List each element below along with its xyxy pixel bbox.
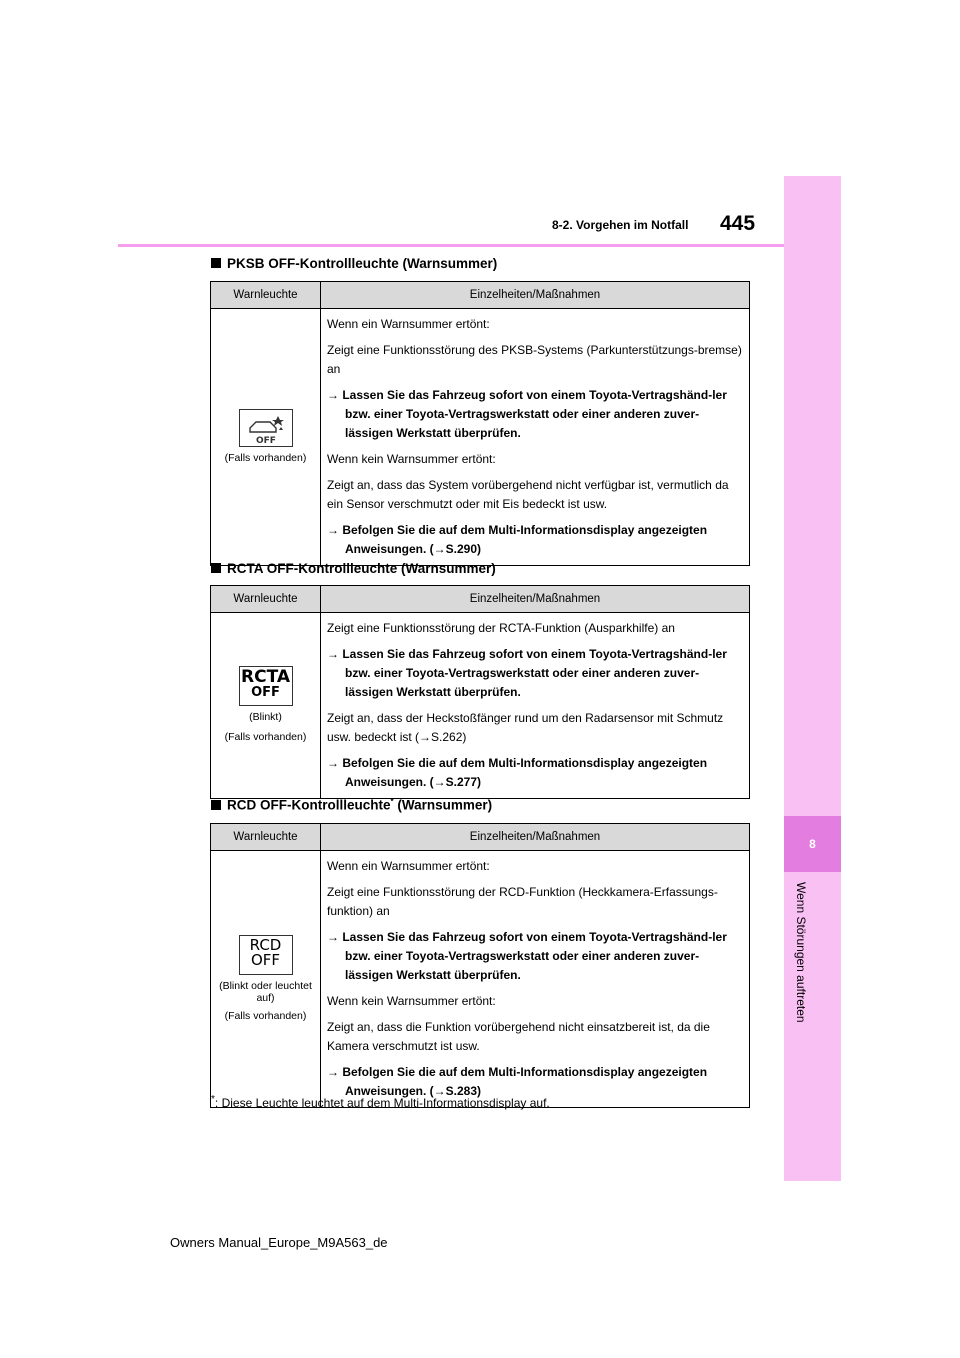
warning-light-cell xyxy=(211,309,321,566)
footnote-mark: * xyxy=(390,797,394,806)
footnote-text: : Diese Leuchte leuchtet auf dem Multi-Informationsdisplay auf. xyxy=(214,1096,550,1110)
chapter-number-tab[interactable] xyxy=(784,816,841,872)
column-header-warnleuchte: Warnleuchte xyxy=(211,586,321,613)
column-header-warnleuchte: Warnleuchte xyxy=(211,282,321,309)
section-heading-text: RCTA OFF-Kontrollleuchte (Warnsummer) xyxy=(227,561,496,576)
column-header-details: Einzelheiten/Maßnahmen xyxy=(321,586,750,613)
action-instruction: → Befolgen Sie die auf dem Multi-Informationsdisplay angezeigten Anweisungen. (→S.290) xyxy=(327,523,708,556)
details-text: Wenn ein Warnsummer ertönt: xyxy=(327,859,490,873)
details-text: Zeigt an, dass die Funktion vorübergehend nicht einsatzbereit ist, da die Kamera verschmutzt ist usw. xyxy=(327,1020,710,1053)
section-heading-text: PKSB OFF-Kontrollleuchte (Warnsummer) xyxy=(227,256,498,271)
details-cell xyxy=(321,851,750,1108)
icon-caption: (Falls vorhanden) xyxy=(224,451,307,464)
table-header-row xyxy=(211,824,750,851)
icon-caption: (Blinkt oder leuchtet auf) xyxy=(219,979,312,1004)
table-row xyxy=(211,309,750,566)
action-instruction: → Befolgen Sie die auf dem Multi-Informationsdisplay angezeigten Anweisungen. (→S.283) xyxy=(327,1065,708,1098)
action-instruction: → Lassen Sie das Fahrzeug sofort von einem Toyota-Vertragshänd-ler bzw. einer Toyota-Vertragswerkstatt oder einer anderen zuver-lässigen Werkstatt überprüfen. xyxy=(327,930,727,982)
footnote-mark: * xyxy=(211,1094,215,1105)
table-row xyxy=(211,613,750,799)
page-footer: Owners Manual_Europe_M9A563_de xyxy=(170,1235,388,1250)
rcta-off-icon xyxy=(239,666,293,706)
action-instruction: → Lassen Sie das Fahrzeug sofort von einem Toyota-Vertragshänd-ler bzw. einer Toyota-Vertragswerkstatt oder einer anderen zuver-lässigen Werkstatt überprüfen. xyxy=(327,388,727,440)
section-heading-rcta xyxy=(211,561,496,576)
details-text: Zeigt an, dass der Heckstoßfänger rund um den Radarsensor mit Schmutz usw. bedeckt ist (→S.262) xyxy=(327,711,724,744)
icon-rcd-text: RCD xyxy=(249,935,282,954)
section-heading-rcd xyxy=(211,797,492,813)
table-row xyxy=(211,851,750,1108)
warning-light-cell xyxy=(211,851,321,1108)
header-rule xyxy=(118,244,784,247)
icon-caption: (Blinkt) xyxy=(249,711,282,723)
details-cell xyxy=(321,309,750,566)
action-instruction: → Lassen Sie das Fahrzeug sofort von einem Toyota-Vertragshänd-ler bzw. einer Toyota-Vertragswerkstatt oder einer anderen zuver-lässigen Werkstatt überprüfen. xyxy=(327,647,727,699)
details-text: Zeigt eine Funktionsstörung der RCTA-Funktion (Ausparkhilfe) an xyxy=(327,621,675,635)
bullet-square-icon xyxy=(211,563,221,573)
details-text: Zeigt eine Funktionsstörung der RCD-Funktion (Heckkamera-Erfassungs-funktion) an xyxy=(327,885,718,918)
section-heading-pksb xyxy=(211,256,497,271)
column-header-details: Einzelheiten/Maßnahmen xyxy=(321,282,750,309)
table-header-row xyxy=(211,586,750,613)
details-text: Zeigt eine Funktionsstörung des PKSB-Systems (Parkunterstützungs-bremse) an xyxy=(327,343,742,376)
bullet-square-icon xyxy=(211,258,221,268)
warning-table-rcd xyxy=(210,823,750,1108)
warning-light-cell xyxy=(211,613,321,799)
section-heading-text: RCD OFF-Kontrollleuchte xyxy=(227,797,391,813)
icon-rcta-text: RCTA xyxy=(241,667,290,687)
table-header-row xyxy=(211,282,750,309)
section-heading-suffix: (Warnsummer) xyxy=(393,797,493,813)
chapter-title: 8-2. Vorgehen im Notfall xyxy=(552,218,689,232)
details-text: Wenn kein Warnsummer ertönt: xyxy=(327,994,496,1008)
page-number: 445 xyxy=(720,212,756,235)
icon-caption: (Falls vorhanden) xyxy=(224,1009,307,1022)
icon-off-text: OFF xyxy=(250,950,281,969)
chapter-side-label: Wenn Störungen auftreten xyxy=(794,882,808,1023)
details-text: Wenn ein Warnsummer ertönt: xyxy=(327,317,490,331)
column-header-warnleuchte: Warnleuchte xyxy=(211,824,321,851)
action-instruction: → Befolgen Sie die auf dem Multi-Informationsdisplay angezeigten Anweisungen. (→S.277) xyxy=(327,756,708,789)
pksb-off-icon xyxy=(239,409,293,447)
details-text: Wenn kein Warnsummer ertönt: xyxy=(327,452,496,466)
bullet-square-icon xyxy=(211,800,221,810)
rcd-off-icon xyxy=(239,935,293,975)
footnote xyxy=(211,1094,550,1110)
details-text: Zeigt an, dass das System vorübergehend nicht verfügbar ist, vermutlich da ein Sensor verschmutzt oder mit Eis bedeckt ist usw. xyxy=(327,478,729,511)
warning-table-rcta xyxy=(210,585,750,799)
warning-table-pksb xyxy=(210,281,750,566)
icon-off-text: OFF xyxy=(251,685,280,700)
details-cell xyxy=(321,613,750,799)
icon-off-text: OFF xyxy=(255,435,276,446)
chapter-number: 8 xyxy=(809,837,816,851)
icon-caption: (Falls vorhanden) xyxy=(224,731,307,743)
column-header-details: Einzelheiten/Maßnahmen xyxy=(321,824,750,851)
